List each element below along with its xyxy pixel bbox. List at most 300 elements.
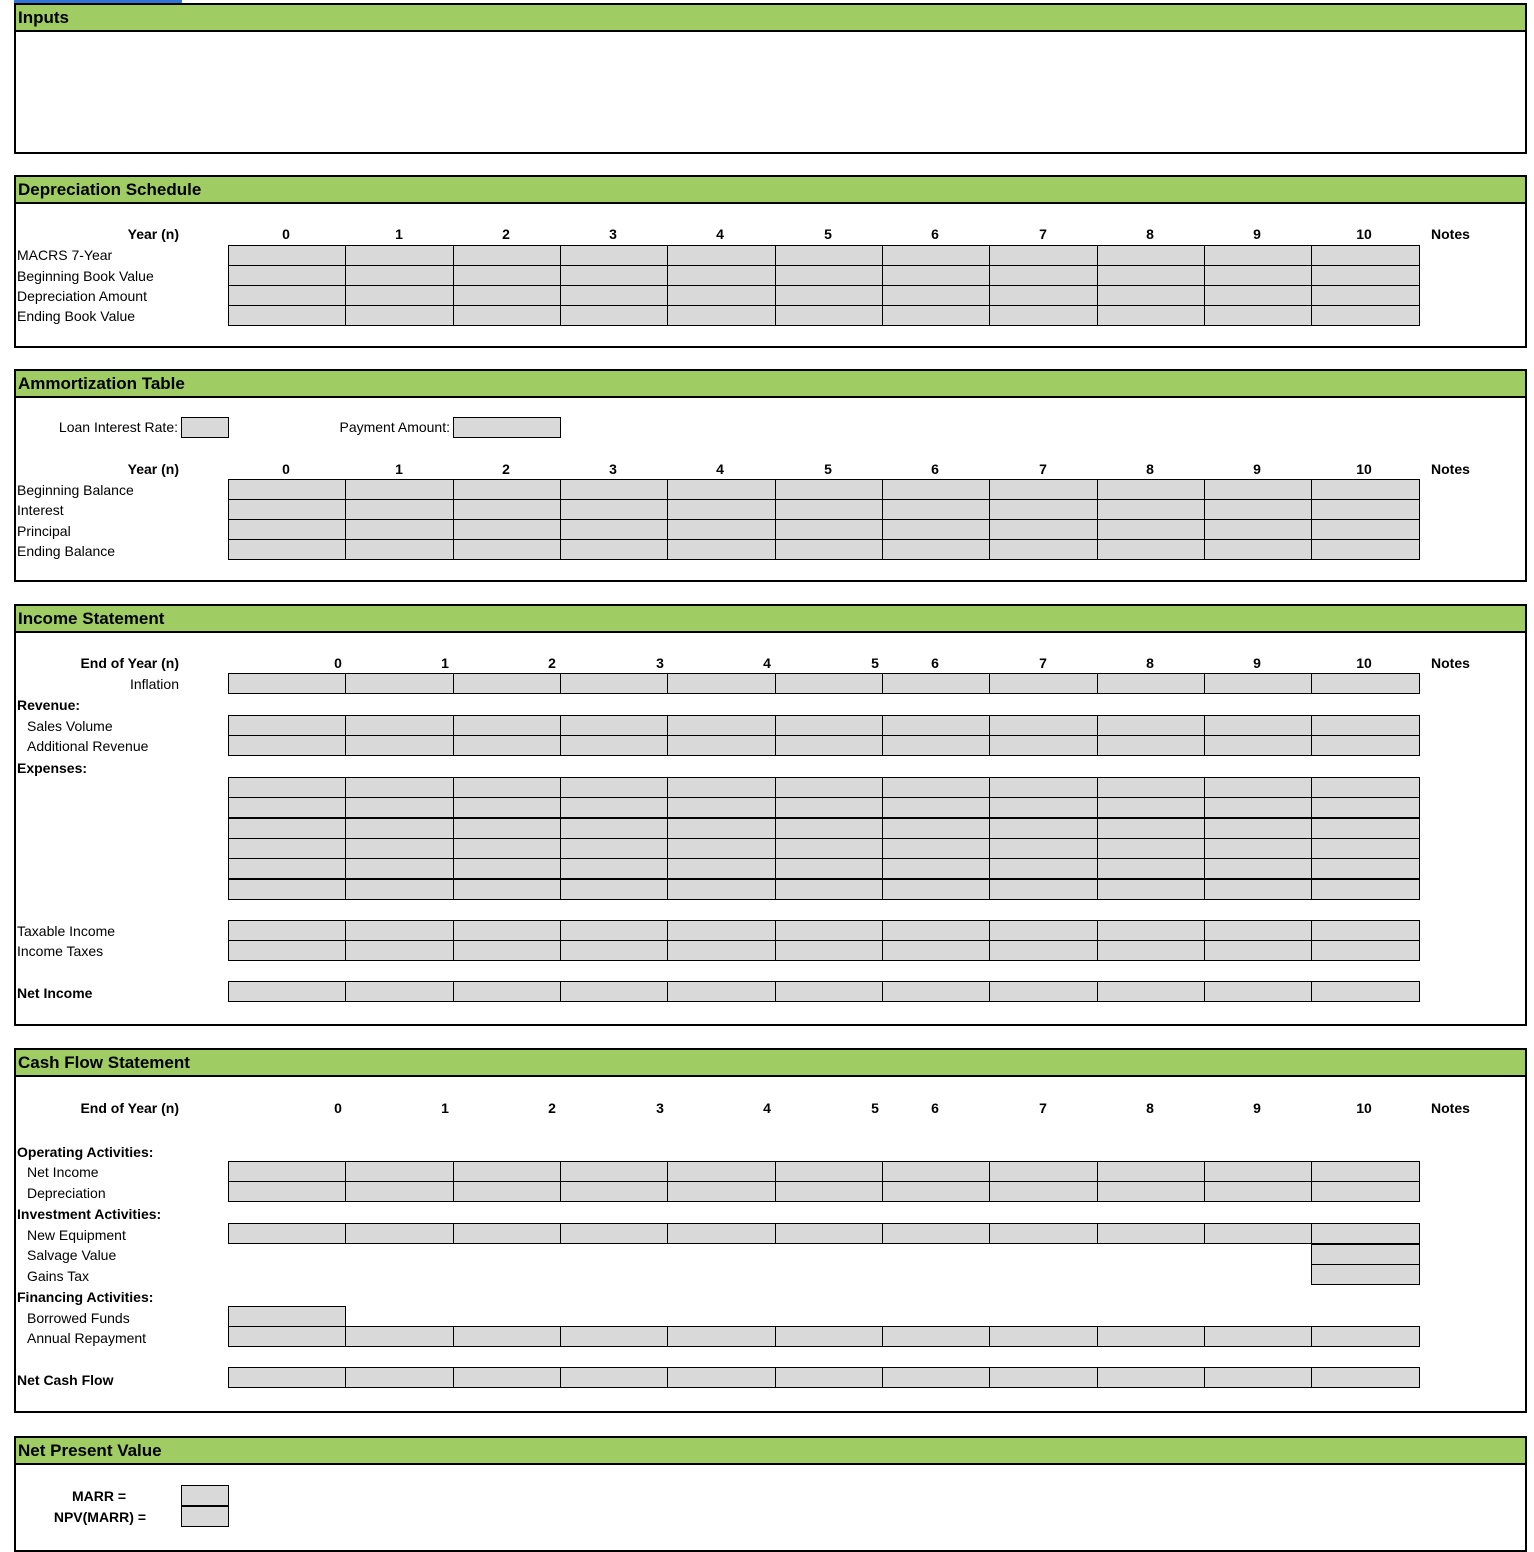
cf-depreciation-cell-3[interactable] [560,1181,668,1202]
amortization-row-2-cell-10[interactable] [1311,519,1420,540]
amortization-row-3-cell-0[interactable] [228,539,346,560]
net-cash-flow-cell-2[interactable] [453,1367,561,1388]
depreciation-row-3-cell-10[interactable] [1311,305,1420,326]
sales-volume-cell-4[interactable] [667,715,776,736]
cashflow-year-5: 5 [871,1100,879,1116]
amortization-row-3-cell-10[interactable] [1311,539,1420,560]
expense-row-5-cell-3[interactable] [560,879,668,900]
cashflow-year-label: End of Year (n) [80,1100,179,1116]
inflation-cell-1[interactable] [345,673,454,694]
annual-repayment-cell-1[interactable] [345,1326,454,1347]
expense-row-2-cell-7[interactable] [989,818,1098,839]
amortization-row-3-cell-6[interactable] [882,539,990,560]
depreciation-row-1-cell-8[interactable] [1097,265,1205,286]
depreciation-row-1-cell-1[interactable] [345,265,454,286]
inflation-cell-9[interactable] [1204,673,1312,694]
amortization-row-1-cell-6[interactable] [882,499,990,520]
depreciation-row-2-cell-9[interactable] [1204,285,1312,306]
cf-depreciation-cell-7[interactable] [989,1181,1098,1202]
depreciation-row-2-cell-6[interactable] [882,285,990,306]
expense-row-3-cell-8[interactable] [1097,838,1205,859]
depreciation-row-2-cell-0[interactable] [228,285,346,306]
net-income-cell-7[interactable] [989,981,1098,1002]
amortization-row-1-cell-0[interactable] [228,499,346,520]
depreciation-row-0-cell-9[interactable] [1204,245,1312,266]
taxable-income-cell-4[interactable] [667,920,776,941]
cf-net-income-cell-3[interactable] [560,1161,668,1182]
cf-net-income-cell-1[interactable] [345,1161,454,1182]
annual-repayment-cell-5[interactable] [775,1326,883,1347]
expense-row-1-cell-5[interactable] [775,797,883,818]
amortization-row-0-cell-1[interactable] [345,479,454,500]
expense-row-0-cell-5[interactable] [775,777,883,798]
sales-volume-cell-3[interactable] [560,715,668,736]
depreciation-row-0-cell-3[interactable] [560,245,668,266]
new-equipment-cell-9[interactable] [1204,1223,1312,1244]
cf-net-income-cell-4[interactable] [667,1161,776,1182]
inflation-cell-5[interactable] [775,673,883,694]
cf-net-income-cell-9[interactable] [1204,1161,1312,1182]
net-cash-flow-cell-4[interactable] [667,1367,776,1388]
expense-row-0-cell-9[interactable] [1204,777,1312,798]
depreciation-row-1-cell-5[interactable] [775,265,883,286]
amortization-row-3-cell-4[interactable] [667,539,776,560]
depreciation-row-2-cell-5[interactable] [775,285,883,306]
net-income-cell-0[interactable] [228,981,346,1002]
additional-revenue-cell-8[interactable] [1097,735,1205,756]
depreciation-row-0-cell-5[interactable] [775,245,883,266]
new-equipment-cell-4[interactable] [667,1223,776,1244]
cashflow-year-6: 6 [931,1100,939,1116]
expense-row-1-cell-2[interactable] [453,797,561,818]
amortization-row-3-cell-3[interactable] [560,539,668,560]
net-cash-flow-cell-3[interactable] [560,1367,668,1388]
depreciation-year-7: 7 [1039,226,1047,242]
net-cash-flow-cell-5[interactable] [775,1367,883,1388]
depreciation-row-1-cell-0[interactable] [228,265,346,286]
sales-volume-cell-2[interactable] [453,715,561,736]
amortization-row-2-cell-2[interactable] [453,519,561,540]
income-taxes-cell-0[interactable] [228,940,346,961]
amortization-row-0-cell-0[interactable] [228,479,346,500]
income-taxes-cell-4[interactable] [667,940,776,961]
income-taxes-cell-2[interactable] [453,940,561,961]
depreciation-row-2-cell-10[interactable] [1311,285,1420,306]
inflation-cell-7[interactable] [989,673,1098,694]
amortization-row-2-cell-0[interactable] [228,519,346,540]
cf-depreciation-cell-1[interactable] [345,1181,454,1202]
additional-revenue-cell-9[interactable] [1204,735,1312,756]
inputs-body[interactable] [14,32,1527,154]
expense-row-2-cell-2[interactable] [453,818,561,839]
expense-row-4-cell-8[interactable] [1097,858,1205,879]
sales-volume-cell-8[interactable] [1097,715,1205,736]
amortization-row-2-cell-3[interactable] [560,519,668,540]
sales-volume-cell-5[interactable] [775,715,883,736]
net-income-cell-2[interactable] [453,981,561,1002]
expense-row-1-cell-10[interactable] [1311,797,1420,818]
cf-depreciation-cell-4[interactable] [667,1181,776,1202]
depreciation-row-0-cell-0[interactable] [228,245,346,266]
expense-row-2-cell-6[interactable] [882,818,990,839]
depreciation-row-0-cell-6[interactable] [882,245,990,266]
taxable-income-cell-2[interactable] [453,920,561,941]
amortization-row-3-cell-7[interactable] [989,539,1098,560]
additional-revenue-cell-6[interactable] [882,735,990,756]
cf-net-income-cell-7[interactable] [989,1161,1098,1182]
amortization-row-0-cell-4[interactable] [667,479,776,500]
expense-row-0-cell-0[interactable] [228,777,346,798]
cf-depreciation-cell-10[interactable] [1311,1181,1420,1202]
expense-row-4-cell-0[interactable] [228,858,346,879]
amortization-row-0-cell-8[interactable] [1097,479,1205,500]
amortization-row-1-cell-4[interactable] [667,499,776,520]
income-taxes-cell-5[interactable] [775,940,883,961]
expense-row-5-cell-7[interactable] [989,879,1098,900]
annual-repayment-cell-6[interactable] [882,1326,990,1347]
cf-depreciation-cell-2[interactable] [453,1181,561,1202]
inflation-cell-3[interactable] [560,673,668,694]
net-cash-flow-cell-10[interactable] [1311,1367,1420,1388]
depreciation-row-2-cell-3[interactable] [560,285,668,306]
net-income-cell-5[interactable] [775,981,883,1002]
depreciation-row-2-cell-4[interactable] [667,285,776,306]
net-income-cell-9[interactable] [1204,981,1312,1002]
net-cash-flow-cell-0[interactable] [228,1367,346,1388]
amortization-year-7: 7 [1039,461,1047,477]
new-equipment-cell-7[interactable] [989,1223,1098,1244]
net-income-cell-8[interactable] [1097,981,1205,1002]
depreciation-row-1-cell-10[interactable] [1311,265,1420,286]
taxable-income-cell-5[interactable] [775,920,883,941]
depreciation-row-0-cell-4[interactable] [667,245,776,266]
row-label-interest: Interest [17,502,64,518]
annual-repayment-cell-7[interactable] [989,1326,1098,1347]
net-cash-flow-cell-6[interactable] [882,1367,990,1388]
depreciation-row-1-cell-3[interactable] [560,265,668,286]
expense-row-0-cell-1[interactable] [345,777,454,798]
expense-row-2-cell-5[interactable] [775,818,883,839]
expense-row-4-cell-10[interactable] [1311,858,1420,879]
income-taxes-cell-1[interactable] [345,940,454,961]
expense-row-5-cell-1[interactable] [345,879,454,900]
depreciation-row-0-cell-2[interactable] [453,245,561,266]
depreciation-row-3-cell-9[interactable] [1204,305,1312,326]
expense-row-0-cell-6[interactable] [882,777,990,798]
amortization-row-0-cell-7[interactable] [989,479,1098,500]
cf-net-income-cell-8[interactable] [1097,1161,1205,1182]
sales-volume-cell-0[interactable] [228,715,346,736]
expense-row-1-cell-3[interactable] [560,797,668,818]
expense-row-4-cell-9[interactable] [1204,858,1312,879]
sales-volume-cell-7[interactable] [989,715,1098,736]
expense-row-5-cell-4[interactable] [667,879,776,900]
expense-row-3-cell-3[interactable] [560,838,668,859]
expense-row-5-cell-10[interactable] [1311,879,1420,900]
expense-row-4-cell-7[interactable] [989,858,1098,879]
borrowed-funds-cell-0[interactable] [228,1306,346,1327]
amortization-row-0-cell-9[interactable] [1204,479,1312,500]
row-label-income-taxes: Income Taxes [17,943,104,959]
amortization-row-2-cell-1[interactable] [345,519,454,540]
net-cash-flow-cell-7[interactable] [989,1367,1098,1388]
amortization-row-1-cell-5[interactable] [775,499,883,520]
expense-row-5-cell-8[interactable] [1097,879,1205,900]
depreciation-row-3-cell-1[interactable] [345,305,454,326]
inflation-cell-8[interactable] [1097,673,1205,694]
cf-net-income-cell-6[interactable] [882,1161,990,1182]
new-equipment-cell-1[interactable] [345,1223,454,1244]
taxable-income-cell-6[interactable] [882,920,990,941]
expense-row-0-cell-7[interactable] [989,777,1098,798]
amortization-row-1-cell-1[interactable] [345,499,454,520]
depreciation-row-3-cell-5[interactable] [775,305,883,326]
cf-depreciation-cell-9[interactable] [1204,1181,1312,1202]
taxable-income-cell-8[interactable] [1097,920,1205,941]
marr-input[interactable] [181,1485,229,1506]
depreciation-row-0-cell-7[interactable] [989,245,1098,266]
amortization-row-0-cell-2[interactable] [453,479,561,500]
amortization-row-1-cell-9[interactable] [1204,499,1312,520]
expense-row-4-cell-3[interactable] [560,858,668,879]
expense-row-4-cell-5[interactable] [775,858,883,879]
expense-row-5-cell-6[interactable] [882,879,990,900]
taxable-income-cell-7[interactable] [989,920,1098,941]
inflation-cell-0[interactable] [228,673,346,694]
amortization-row-0-cell-3[interactable] [560,479,668,500]
expense-row-4-cell-6[interactable] [882,858,990,879]
depreciation-row-3-cell-8[interactable] [1097,305,1205,326]
amortization-row-1-cell-10[interactable] [1311,499,1420,520]
income-taxes-cell-7[interactable] [989,940,1098,961]
row-label-cf-net-income: Net Income [27,1164,99,1180]
additional-revenue-cell-4[interactable] [667,735,776,756]
salvage-value-cell-10[interactable] [1311,1244,1420,1265]
new-equipment-cell-5[interactable] [775,1223,883,1244]
net-income-cell-6[interactable] [882,981,990,1002]
sales-volume-cell-10[interactable] [1311,715,1420,736]
taxable-income-cell-1[interactable] [345,920,454,941]
inflation-cell-2[interactable] [453,673,561,694]
new-equipment-cell-3[interactable] [560,1223,668,1244]
expense-row-4-cell-1[interactable] [345,858,454,879]
cf-depreciation-cell-8[interactable] [1097,1181,1205,1202]
expense-row-2-cell-10[interactable] [1311,818,1420,839]
expense-row-1-cell-7[interactable] [989,797,1098,818]
amortization-row-2-cell-6[interactable] [882,519,990,540]
net-cash-flow-cell-9[interactable] [1204,1367,1312,1388]
new-equipment-cell-2[interactable] [453,1223,561,1244]
depreciation-row-0-cell-8[interactable] [1097,245,1205,266]
income-taxes-cell-6[interactable] [882,940,990,961]
inflation-cell-10[interactable] [1311,673,1420,694]
expense-row-0-cell-2[interactable] [453,777,561,798]
amortization-row-3-cell-8[interactable] [1097,539,1205,560]
expense-row-3-cell-1[interactable] [345,838,454,859]
depreciation-row-3-cell-4[interactable] [667,305,776,326]
depreciation-row-0-cell-10[interactable] [1311,245,1420,266]
cf-net-income-cell-2[interactable] [453,1161,561,1182]
depreciation-row-1-cell-6[interactable] [882,265,990,286]
amortization-row-1-cell-2[interactable] [453,499,561,520]
expense-row-4-cell-2[interactable] [453,858,561,879]
additional-revenue-cell-2[interactable] [453,735,561,756]
depreciation-row-3-cell-0[interactable] [228,305,346,326]
expense-row-3-cell-7[interactable] [989,838,1098,859]
expense-row-5-cell-9[interactable] [1204,879,1312,900]
expense-row-5-cell-0[interactable] [228,879,346,900]
expense-row-1-cell-1[interactable] [345,797,454,818]
additional-revenue-cell-1[interactable] [345,735,454,756]
amortization-row-2-cell-8[interactable] [1097,519,1205,540]
additional-revenue-cell-3[interactable] [560,735,668,756]
amortization-row-1-cell-8[interactable] [1097,499,1205,520]
amortization-row-3-cell-2[interactable] [453,539,561,560]
new-equipment-cell-8[interactable] [1097,1223,1205,1244]
depreciation-row-1-cell-7[interactable] [989,265,1098,286]
depreciation-row-3-cell-6[interactable] [882,305,990,326]
sales-volume-cell-9[interactable] [1204,715,1312,736]
expense-row-3-cell-2[interactable] [453,838,561,859]
amortization-row-1-cell-7[interactable] [989,499,1098,520]
npv-output[interactable] [181,1506,229,1527]
cf-depreciation-cell-0[interactable] [228,1181,346,1202]
expense-row-2-cell-1[interactable] [345,818,454,839]
expense-row-2-cell-9[interactable] [1204,818,1312,839]
expense-row-4-cell-4[interactable] [667,858,776,879]
income-taxes-cell-8[interactable] [1097,940,1205,961]
annual-repayment-cell-10[interactable] [1311,1326,1420,1347]
amortization-row-2-cell-9[interactable] [1204,519,1312,540]
annual-repayment-cell-4[interactable] [667,1326,776,1347]
depreciation-row-3-cell-7[interactable] [989,305,1098,326]
annual-repayment-cell-9[interactable] [1204,1326,1312,1347]
amortization-row-0-cell-5[interactable] [775,479,883,500]
payment-amount-input[interactable] [453,417,561,438]
income-year-4: 4 [763,655,771,671]
depreciation-year-4: 4 [716,226,724,242]
expense-row-0-cell-8[interactable] [1097,777,1205,798]
new-equipment-cell-0[interactable] [228,1223,346,1244]
income-taxes-cell-10[interactable] [1311,940,1420,961]
expense-row-3-cell-0[interactable] [228,838,346,859]
depreciation-row-1-cell-4[interactable] [667,265,776,286]
expense-row-5-cell-2[interactable] [453,879,561,900]
expense-row-3-cell-6[interactable] [882,838,990,859]
additional-revenue-cell-5[interactable] [775,735,883,756]
income-year-6: 6 [931,655,939,671]
new-equipment-cell-6[interactable] [882,1223,990,1244]
cf-depreciation-cell-5[interactable] [775,1181,883,1202]
annual-repayment-cell-2[interactable] [453,1326,561,1347]
amortization-row-3-cell-1[interactable] [345,539,454,560]
expense-row-3-cell-9[interactable] [1204,838,1312,859]
depreciation-row-2-cell-7[interactable] [989,285,1098,306]
amortization-row-0-cell-6[interactable] [882,479,990,500]
net-cash-flow-cell-1[interactable] [345,1367,454,1388]
additional-revenue-cell-7[interactable] [989,735,1098,756]
row-label-ending-balance: Ending Balance [17,543,116,559]
additional-revenue-cell-10[interactable] [1311,735,1420,756]
net-income-cell-10[interactable] [1311,981,1420,1002]
expense-row-3-cell-5[interactable] [775,838,883,859]
cf-net-income-cell-0[interactable] [228,1161,346,1182]
expense-row-2-cell-4[interactable] [667,818,776,839]
income-year-3: 3 [656,655,664,671]
sales-volume-cell-6[interactable] [882,715,990,736]
cashflow-year-8: 8 [1146,1100,1154,1116]
expense-row-0-cell-4[interactable] [667,777,776,798]
income-year-10: 10 [1356,655,1372,671]
depreciation-row-0-cell-1[interactable] [345,245,454,266]
depreciation-row-3-cell-2[interactable] [453,305,561,326]
expense-row-1-cell-9[interactable] [1204,797,1312,818]
expense-row-2-cell-0[interactable] [228,818,346,839]
income-taxes-cell-3[interactable] [560,940,668,961]
depreciation-row-1-cell-9[interactable] [1204,265,1312,286]
depreciation-row-2-cell-8[interactable] [1097,285,1205,306]
net-income-cell-4[interactable] [667,981,776,1002]
expense-row-1-cell-4[interactable] [667,797,776,818]
net-income-cell-3[interactable] [560,981,668,1002]
cf-depreciation-cell-6[interactable] [882,1181,990,1202]
inflation-cell-6[interactable] [882,673,990,694]
expense-row-1-cell-0[interactable] [228,797,346,818]
expense-row-0-cell-3[interactable] [560,777,668,798]
annual-repayment-cell-0[interactable] [228,1326,346,1347]
cf-net-income-cell-10[interactable] [1311,1161,1420,1182]
expense-row-1-cell-6[interactable] [882,797,990,818]
taxable-income-cell-3[interactable] [560,920,668,941]
amortization-row-3-cell-9[interactable] [1204,539,1312,560]
depreciation-row-1-cell-2[interactable] [453,265,561,286]
amortization-row-1-cell-3[interactable] [560,499,668,520]
net-income-cell-1[interactable] [345,981,454,1002]
amortization-row-0-cell-10[interactable] [1311,479,1420,500]
expense-row-3-cell-4[interactable] [667,838,776,859]
income-taxes-cell-9[interactable] [1204,940,1312,961]
expense-row-0-cell-10[interactable] [1311,777,1420,798]
expense-row-3-cell-10[interactable] [1311,838,1420,859]
additional-revenue-cell-0[interactable] [228,735,346,756]
gains-tax-cell-10[interactable] [1311,1264,1420,1285]
depreciation-row-2-cell-2[interactable] [453,285,561,306]
expense-row-5-cell-5[interactable] [775,879,883,900]
expense-row-1-cell-8[interactable] [1097,797,1205,818]
amortization-row-2-cell-5[interactable] [775,519,883,540]
annual-repayment-cell-3[interactable] [560,1326,668,1347]
income-header: Income Statement [14,604,1527,633]
cf-net-income-cell-5[interactable] [775,1161,883,1182]
amortization-row-3-cell-5[interactable] [775,539,883,560]
expense-row-2-cell-3[interactable] [560,818,668,839]
row-label-annual-repayment: Annual Repayment [27,1330,147,1346]
amortization-row-2-cell-4[interactable] [667,519,776,540]
taxable-income-cell-0[interactable] [228,920,346,941]
depreciation-row-3-cell-3[interactable] [560,305,668,326]
taxable-income-cell-9[interactable] [1204,920,1312,941]
annual-repayment-cell-8[interactable] [1097,1326,1205,1347]
loan-interest-rate-input[interactable] [181,417,229,438]
amortization-row-2-cell-7[interactable] [989,519,1098,540]
inflation-cell-4[interactable] [667,673,776,694]
new-equipment-cell-10[interactable] [1311,1223,1420,1244]
net-cash-flow-cell-8[interactable] [1097,1367,1205,1388]
depreciation-row-2-cell-1[interactable] [345,285,454,306]
sales-volume-cell-1[interactable] [345,715,454,736]
expense-row-2-cell-8[interactable] [1097,818,1205,839]
taxable-income-cell-10[interactable] [1311,920,1420,941]
